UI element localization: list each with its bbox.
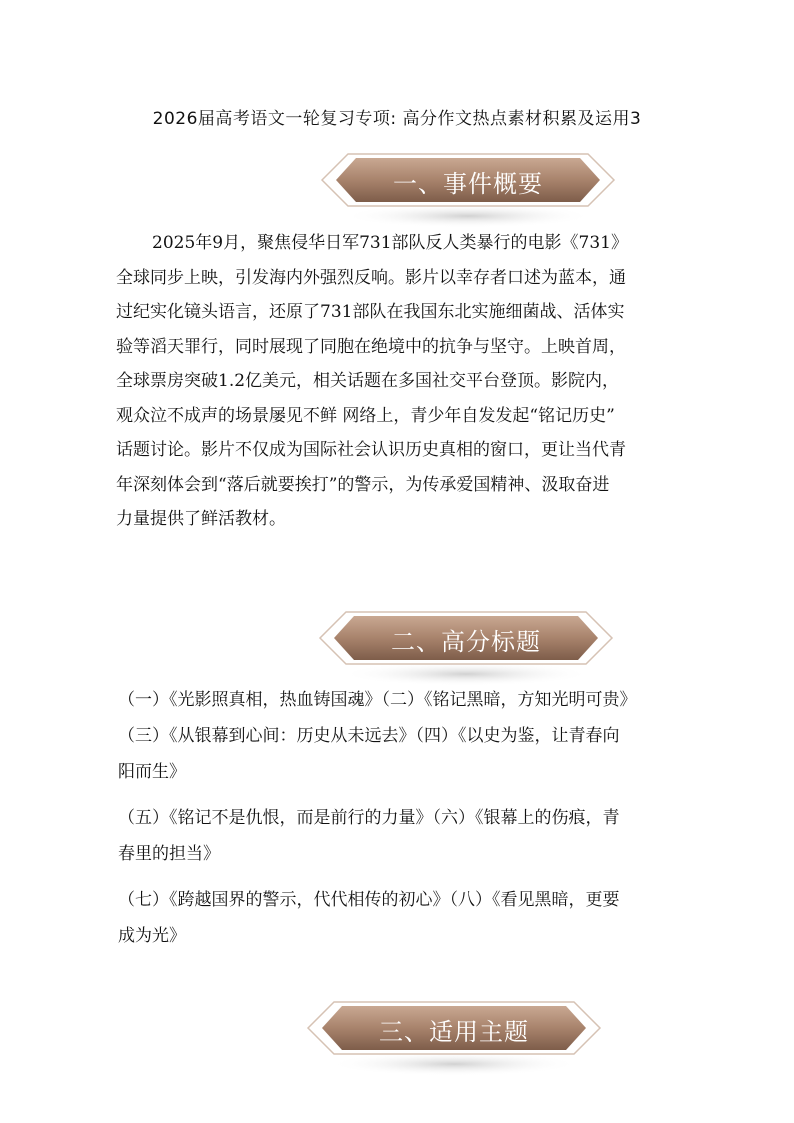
list-item (118, 800, 684, 872)
summary-line: 力量提供了鲜活教材。 (116, 509, 286, 529)
section-heading: 三、适用主题 (379, 1018, 529, 1046)
summary-line: 话题讨论。影片不仅成为国际社会认识历史真相的窗口，更让当代青 (116, 440, 626, 460)
section-banner-2 (316, 608, 616, 688)
title-line: 成为光》 (118, 926, 186, 946)
summary-line: 年深刻体会到“落后就要挨打”的警示，为传承爱国精神、汲取奋进 (116, 474, 610, 495)
title-line: （一）《光影照真相，热血铸国魂》（二）《铭记黑暗，方知光明可贵》 (118, 690, 637, 710)
title-line: （七）《跨越国界的警示，代代相传的初心》（八）《看见黑暗，更要 (118, 890, 620, 910)
summary-line: 过纪实化镜头语言，还原了731部队在我国东北实施细菌战、活体实 (116, 302, 625, 322)
summary-line: 全球票房突破1.2亿美元，相关话题在多国社交平台登顶。影院内， (116, 371, 620, 391)
summary-line: 全球同步上映，引发海内外强烈反响。影片以幸存者口述为蓝本，通 (116, 267, 626, 288)
title-list (118, 682, 684, 964)
summary-line: 2025年9月，聚焦侵华日军731部队反人类暴行的电影《731》 (152, 233, 628, 253)
list-item (118, 682, 684, 790)
document-title: 2026届高考语文一轮复习专项: 高分作文热点素材积累及运用3 (152, 109, 642, 129)
section-heading: 二、高分标题 (391, 628, 541, 656)
section-heading: 一、事件概要 (393, 170, 543, 198)
section-banner-3 (304, 998, 604, 1078)
title-line: （五）《铭记不是仇恨，而是前行的力量》（六）《银幕上的伤痕，青 (118, 808, 620, 828)
title-line: （三）《从银幕到心间：历史从未远去》（四）《以史为鉴，让青春向 (118, 726, 620, 746)
title-line: 阳而生》 (118, 762, 186, 782)
summary-paragraph (116, 226, 680, 537)
title-line: 春里的担当》 (118, 844, 220, 864)
list-item (118, 882, 684, 954)
summary-line: 观众泣不成声的场景屡见不鲜 网络上，青少年自发发起“铭记历史” (116, 405, 615, 426)
section-banner-1 (318, 150, 618, 230)
summary-line: 验等滔天罪行，同时展现了同胞在绝境中的抗争与坚守。上映首周， (116, 336, 626, 357)
